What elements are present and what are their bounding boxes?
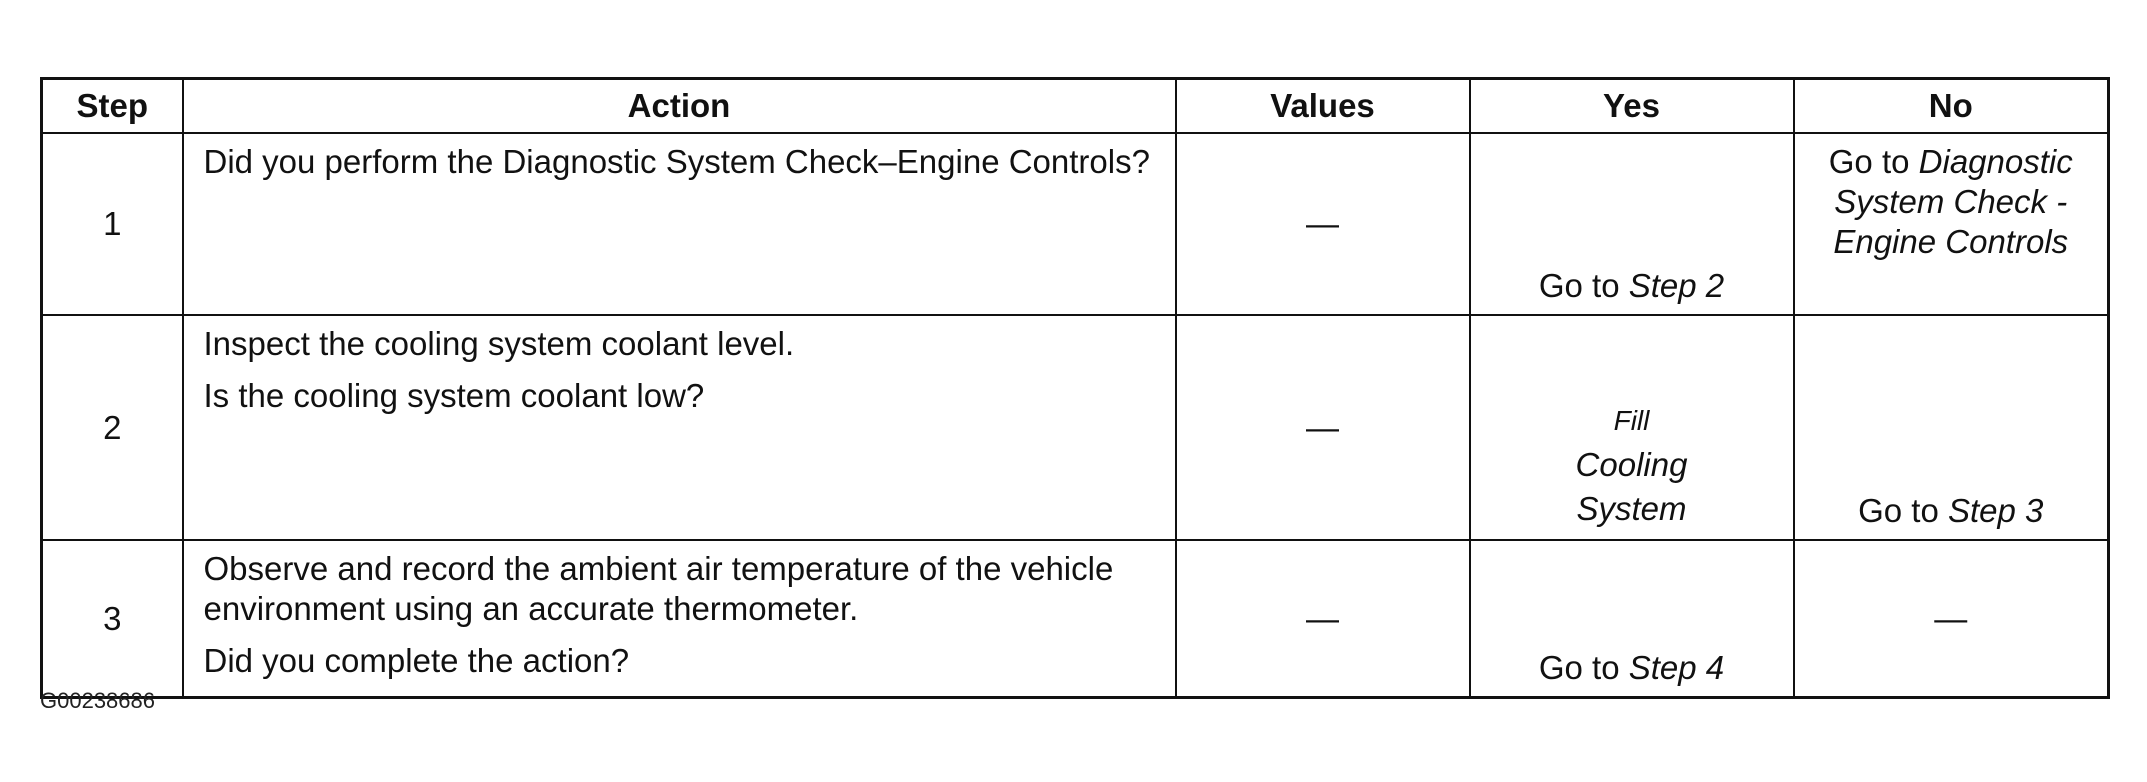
diagnostic-table [40,77,2110,699]
table-row [42,540,2109,698]
table-row [42,315,2109,540]
action-text: Inspect the cooling system coolant level. [203,325,795,362]
yes-cell [1470,540,1794,698]
values-cell: — [1176,540,1470,698]
no-prefix: Go to [1828,143,1919,180]
yes-target: Step 4 [1628,649,1725,686]
action-cell [183,540,1176,698]
header-row [42,79,2109,134]
header-no: No [1794,79,2109,134]
no-cell [1794,133,2109,315]
action-question: Did you complete the action? [203,642,630,679]
no-target-line: Diagnostic [1918,143,2073,180]
action-text: Did you perform the Diagnostic System Check–Engine Controls? [203,143,1150,180]
header-step: Step [42,79,183,134]
yes-line: Cooling [1575,446,1688,483]
values-cell: — [1176,133,1470,315]
yes-cell [1470,133,1794,315]
step-number: 3 [42,540,183,698]
header-values: Values [1176,79,1470,134]
action-cell [183,133,1176,315]
no-target-line: Engine Controls [1833,223,2069,260]
table-row [42,133,2109,315]
action-text: Observe and record the ambient air temperature of the vehicle environment using an accurate thermometer. [203,550,1114,627]
no-prefix: Go to [1858,492,1948,529]
action-cell [183,315,1176,540]
no-target-line: System Check - [1834,183,2068,220]
yes-line: System [1576,490,1687,527]
figure-id: G00238686 [40,688,155,713]
action-question: Is the cooling system coolant low? [203,377,705,414]
no-target: Step 3 [1947,492,2044,529]
no-cell [1794,315,2109,540]
step-number: 2 [42,315,183,540]
yes-target: Step 2 [1628,267,1725,304]
step-number: 1 [42,133,183,315]
values-cell: — [1176,315,1470,540]
no-cell: — [1794,540,2109,698]
yes-cell [1470,315,1794,540]
yes-prefix: Go to [1538,267,1629,304]
yes-line: Fill [1613,405,1650,436]
header-yes: Yes [1470,79,1794,134]
yes-prefix: Go to [1538,649,1629,686]
header-action: Action [183,79,1176,134]
